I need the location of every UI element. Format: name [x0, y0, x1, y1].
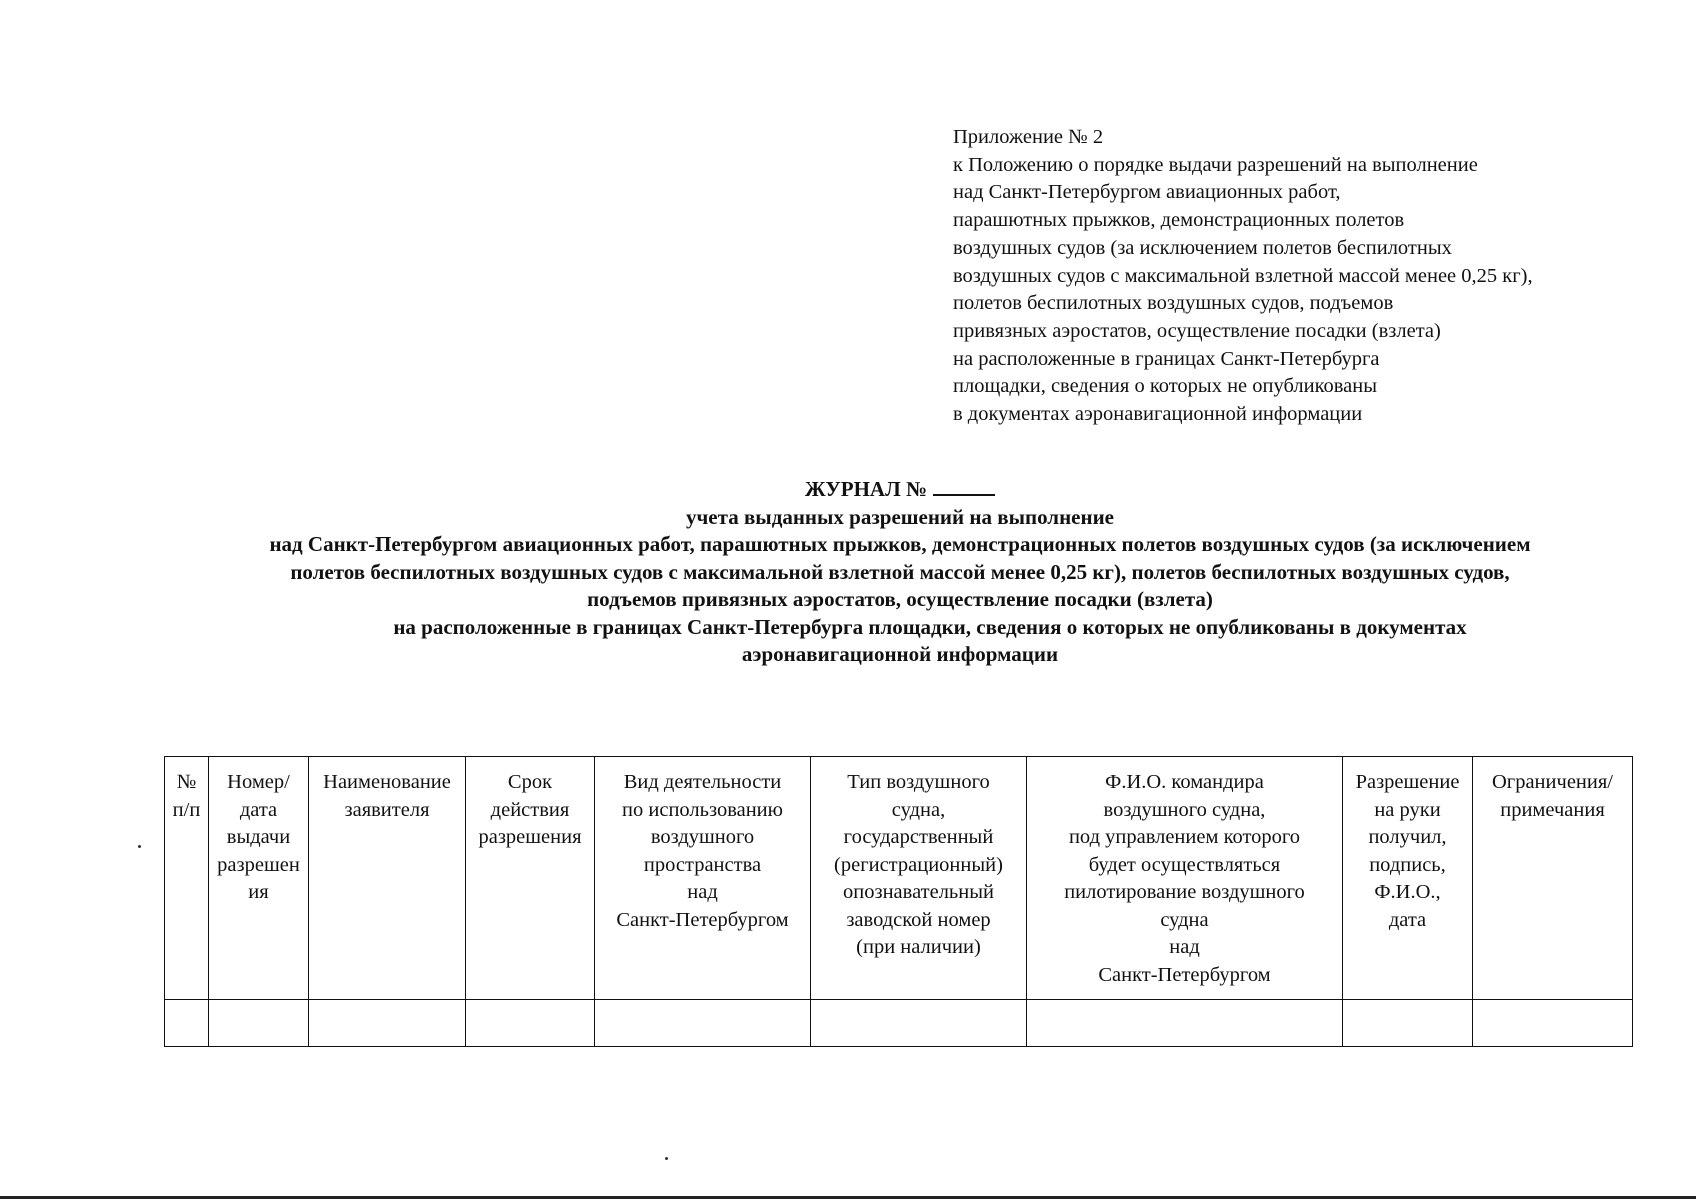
appendix-line: воздушных судов с максимальной взлетной массой менее 0,25 кг), [953, 264, 1533, 287]
journal-subtitle-line: учета выданных разрешений на выполнение [685, 504, 1115, 529]
appendix-line: над Санкт-Петербургом авиационных работ, [953, 181, 1341, 204]
table-cell[interactable] [1027, 1000, 1343, 1047]
table-cell[interactable] [209, 1000, 309, 1047]
table-cell[interactable] [595, 1000, 811, 1047]
table-cell[interactable] [165, 1000, 209, 1047]
journal-table [164, 756, 1633, 1047]
appendix-line: к Положению о порядке выдачи разрешений на выполнение [953, 153, 1478, 176]
appendix-line: воздушных судов (за исключением полетов беспилотных [953, 236, 1452, 259]
column-header-validity: Срок действия разрешения [466, 757, 595, 1000]
scan-speck [665, 1157, 668, 1160]
journal-title-block [150, 476, 1650, 669]
table-cell[interactable] [811, 1000, 1027, 1047]
appendix-line: привязных аэростатов, осуществление посадки (взлета) [953, 319, 1441, 342]
table-cell[interactable] [1343, 1000, 1473, 1047]
appendix-header [953, 124, 1533, 429]
appendix-line: площадки, сведения о которых не опубликованы [953, 375, 1378, 398]
appendix-line: на расположенные в границах Санкт-Петербурга [953, 347, 1380, 370]
journal-subtitle-line: полетов беспилотных воздушных судов с максимальной взлетной массой менее 0,25 кг), полетов беспилотных воздушных судов, [290, 559, 1510, 584]
column-header-aircraft-type: Тип воздушного судна, государственный (регистрационный) опознавательный заводской номер (при наличии) [811, 757, 1027, 1000]
column-header-number: № п/п [165, 757, 209, 1000]
scan-speck [138, 845, 141, 848]
appendix-line: полетов беспилотных воздушных судов, подъемов [953, 292, 1394, 315]
column-header-activity-type: Вид деятельности по использованию воздушного пространства над Санкт-Петербургом [595, 757, 811, 1000]
journal-heading [150, 476, 1650, 504]
table-cell[interactable] [466, 1000, 595, 1047]
column-header-restrictions: Ограничения/ примечания [1473, 757, 1633, 1000]
table-cell[interactable] [1473, 1000, 1633, 1047]
column-header-received: Разрешение на руки получил, подпись, Ф.И.О., дата [1343, 757, 1473, 1000]
journal-subtitle-line: над Санкт-Петербургом авиационных работ, парашютных прыжков, демонстрационных полетов воздушных судов (за исключением [269, 532, 1531, 556]
table-cell[interactable] [309, 1000, 466, 1047]
journal-number-blank [933, 476, 995, 496]
column-header-applicant: Наименование заявителя [309, 757, 466, 1000]
journal-heading-text: ЖУРНАЛ № [804, 477, 928, 501]
scan-bottom-edge [0, 1196, 1696, 1199]
column-header-permit-number-date: Номер/ дата выдачи разрешен ия [209, 757, 309, 1000]
appendix-line: парашютных прыжков, демонстрационных полетов [953, 209, 1405, 232]
appendix-line: в документах аэронавигационной информации [953, 403, 1363, 426]
table-row [165, 1000, 1633, 1047]
column-header-commander: Ф.И.О. командира воздушного судна, под управлением которого будет осуществляться пилотирование воздушного судна над Санкт-Петербургом [1027, 757, 1343, 1000]
appendix-title: Приложение № 2 [953, 126, 1104, 148]
journal-subtitle-line: аэронавигационной информации [741, 642, 1059, 666]
journal-subtitle-line: на расположенные в границах Санкт-Петербурга площадки, сведения о которых не опубликованы в документах [393, 614, 1467, 639]
table-header-row [165, 757, 1633, 1000]
journal-subtitle-line: подъемов привязных аэростатов, осуществление посадки (взлета) [587, 587, 1213, 611]
